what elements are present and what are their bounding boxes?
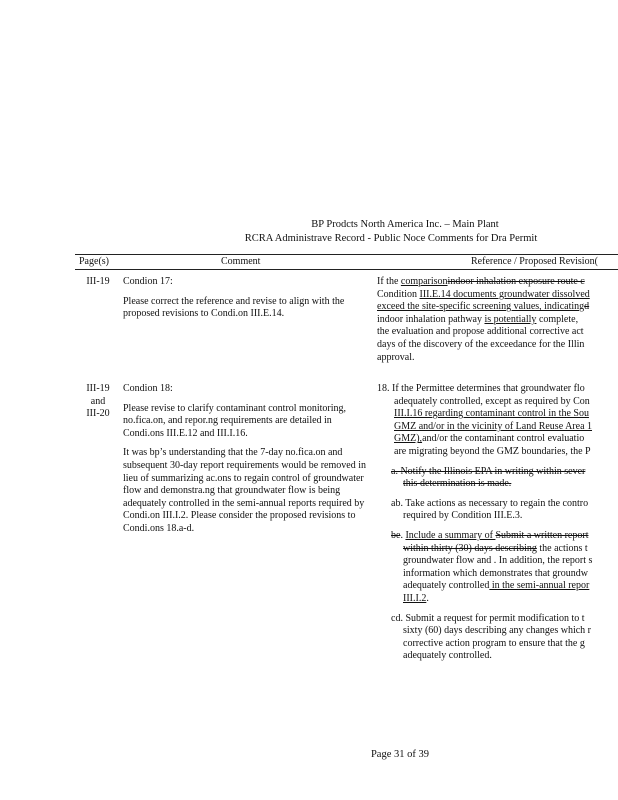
revision-line <box>377 421 618 434</box>
row2-revision <box>377 383 618 670</box>
block-gap <box>377 459 618 466</box>
struck-text: e <box>396 529 401 541</box>
revision-line <box>377 396 618 409</box>
revision-line <box>377 638 618 651</box>
table-header <box>75 254 618 270</box>
revision-line <box>377 625 618 638</box>
block-gap <box>377 663 618 670</box>
struck-text: indoor inhalation exposure route c <box>447 276 585 287</box>
row1-condition-title: Condion 17: <box>123 276 173 287</box>
revision-text: approval. <box>377 351 415 363</box>
inserted-text: exceed the site-specific screening values, indicating <box>377 301 585 313</box>
revision-line <box>377 289 618 302</box>
revision-text: corrective action program to ensure that the g <box>403 637 585 649</box>
struck-text: a. Notify the Illinois EPA in writing within sever <box>391 465 586 477</box>
revision-line <box>377 498 618 511</box>
revision-line <box>377 580 618 593</box>
inserted-text: is potentially <box>484 313 537 325</box>
revision-text: sixty (60) days describing any changes which r <box>403 625 592 637</box>
struck-text: this determination is made. <box>403 478 512 490</box>
revision-text: required by Condition III.E.3. <box>403 510 523 522</box>
revision-line <box>377 613 618 626</box>
revision-line <box>377 466 618 479</box>
revision-line <box>377 339 618 352</box>
row2-comment-text-2: It was bp’s understanding that the 7-day no.fica.on and subsequent 30-day report requirements would be removed in lieu of summarizing ac.ons to regain control of groundwater flow and demonstra.ng that groundwater flow is being adequately controlled in the semi-annual reports required by Condi.on III.I.2. Please consider the proposed revisions to Condi.ons 18.a-d. <box>123 447 366 534</box>
inserted-text: III.I.2 <box>403 592 427 604</box>
inserted-text: comparison <box>400 276 448 287</box>
revision-text: Condition <box>377 288 420 300</box>
revision-text: cd. Submit a request for permit modification to t <box>391 612 585 624</box>
revision-line <box>377 543 618 556</box>
revision-line <box>377 555 618 568</box>
inserted-text: GMZ), <box>394 433 423 445</box>
revision-line <box>377 314 618 327</box>
revision-text: 18. If the Permittee determines that groundwater flo <box>377 383 585 394</box>
revision-line <box>377 530 618 543</box>
revision-text: the evaluation and propose additional corrective act <box>377 326 584 338</box>
row2-comment-text-1: Please revise to clarify contaminant control monitoring, no.fica.on, and repor.ng requirements are detailed in Condi.ons III.E.12 and III.I.16. <box>123 402 346 439</box>
header-company: BP Prodcts North America Inc. – Main Plant <box>311 219 499 230</box>
inserted-text: in the semi-annual repor <box>489 580 590 592</box>
page-number: Page 31 of 39 <box>370 749 430 760</box>
revision-text: adequately controlled <box>403 580 490 592</box>
row1-page-ref: III-19 <box>86 276 110 287</box>
inserted-text: Include a summary of <box>405 529 496 541</box>
revision-line <box>377 326 618 339</box>
row2-pages <box>76 383 120 421</box>
row1-revision <box>377 276 618 364</box>
header-subtitle: RCRA Administrave Record - Public Noce Comments for Dra Permit <box>244 233 538 244</box>
revision-text: the actions t <box>536 542 588 554</box>
inserted-text: III.E.14 documents groundwater dissolved <box>419 288 590 300</box>
revision-line <box>377 433 618 446</box>
revision-line <box>377 352 618 365</box>
column-header-pages: Page(s) <box>79 256 109 267</box>
revision-text: groundwater flow and . In addition, the report s <box>403 555 593 567</box>
column-header-comment: Comment <box>221 256 261 267</box>
block-gap <box>377 606 618 613</box>
row1-pages <box>76 276 120 289</box>
revision-text: complete, <box>536 313 579 325</box>
revision-text: information which demonstrates that groundw <box>403 567 588 579</box>
revision-text: . <box>426 592 429 604</box>
revision-text: adequately controlled, except as required by Con <box>394 395 590 407</box>
revision-line <box>377 593 618 606</box>
revision-line <box>377 383 618 396</box>
struck-text: b <box>391 529 396 541</box>
block-gap <box>377 491 618 498</box>
revision-text: . <box>400 529 406 541</box>
row1-comment <box>123 276 367 328</box>
struck-text: Submit a written report <box>495 529 589 541</box>
revision-text: ab. Take actions as necessary to regain the contro <box>391 497 589 509</box>
revision-line <box>377 446 618 459</box>
row2-page-ref-end: III-20 <box>86 408 110 420</box>
revision-line <box>377 276 618 289</box>
revision-text: If the <box>377 276 401 287</box>
revision-text: are migrating beyond the GMZ boundaries, the P <box>394 445 591 457</box>
column-header-reference: Reference / Proposed Revision( <box>471 256 598 267</box>
block-gap <box>377 523 618 530</box>
revision-line <box>377 510 618 523</box>
row2-page-ref-start: III-19 <box>86 383 110 394</box>
revision-text: and/or the contaminant control evaluatio <box>422 433 585 445</box>
revision-text: days of the discovery of the exceedance for the Illin <box>377 338 585 350</box>
row1-comment-text: Please correct the reference and revise to align with the proposed revisions to Condi.on III.E.14. <box>123 295 345 320</box>
inserted-text: III.I.16 regarding contaminant control in the Sou <box>394 408 589 420</box>
revision-line <box>377 650 618 663</box>
revision-line <box>377 408 618 421</box>
struck-text: d <box>584 301 590 313</box>
inserted-text: GMZ and/or in the vicinity of Land Reuse Area 1 <box>394 420 593 432</box>
struck-text: within thirty (30) days describing <box>403 542 537 554</box>
revision-text: indoor inhalation pathway <box>377 313 485 325</box>
row2-condition-title: Condion 18: <box>123 383 173 394</box>
revision-line <box>377 301 618 314</box>
revision-line <box>377 478 618 491</box>
row2-comment <box>123 383 367 543</box>
revision-line <box>377 568 618 581</box>
row2-page-ref-and: and <box>90 395 106 407</box>
revision-text: adequately controlled. <box>403 650 492 662</box>
